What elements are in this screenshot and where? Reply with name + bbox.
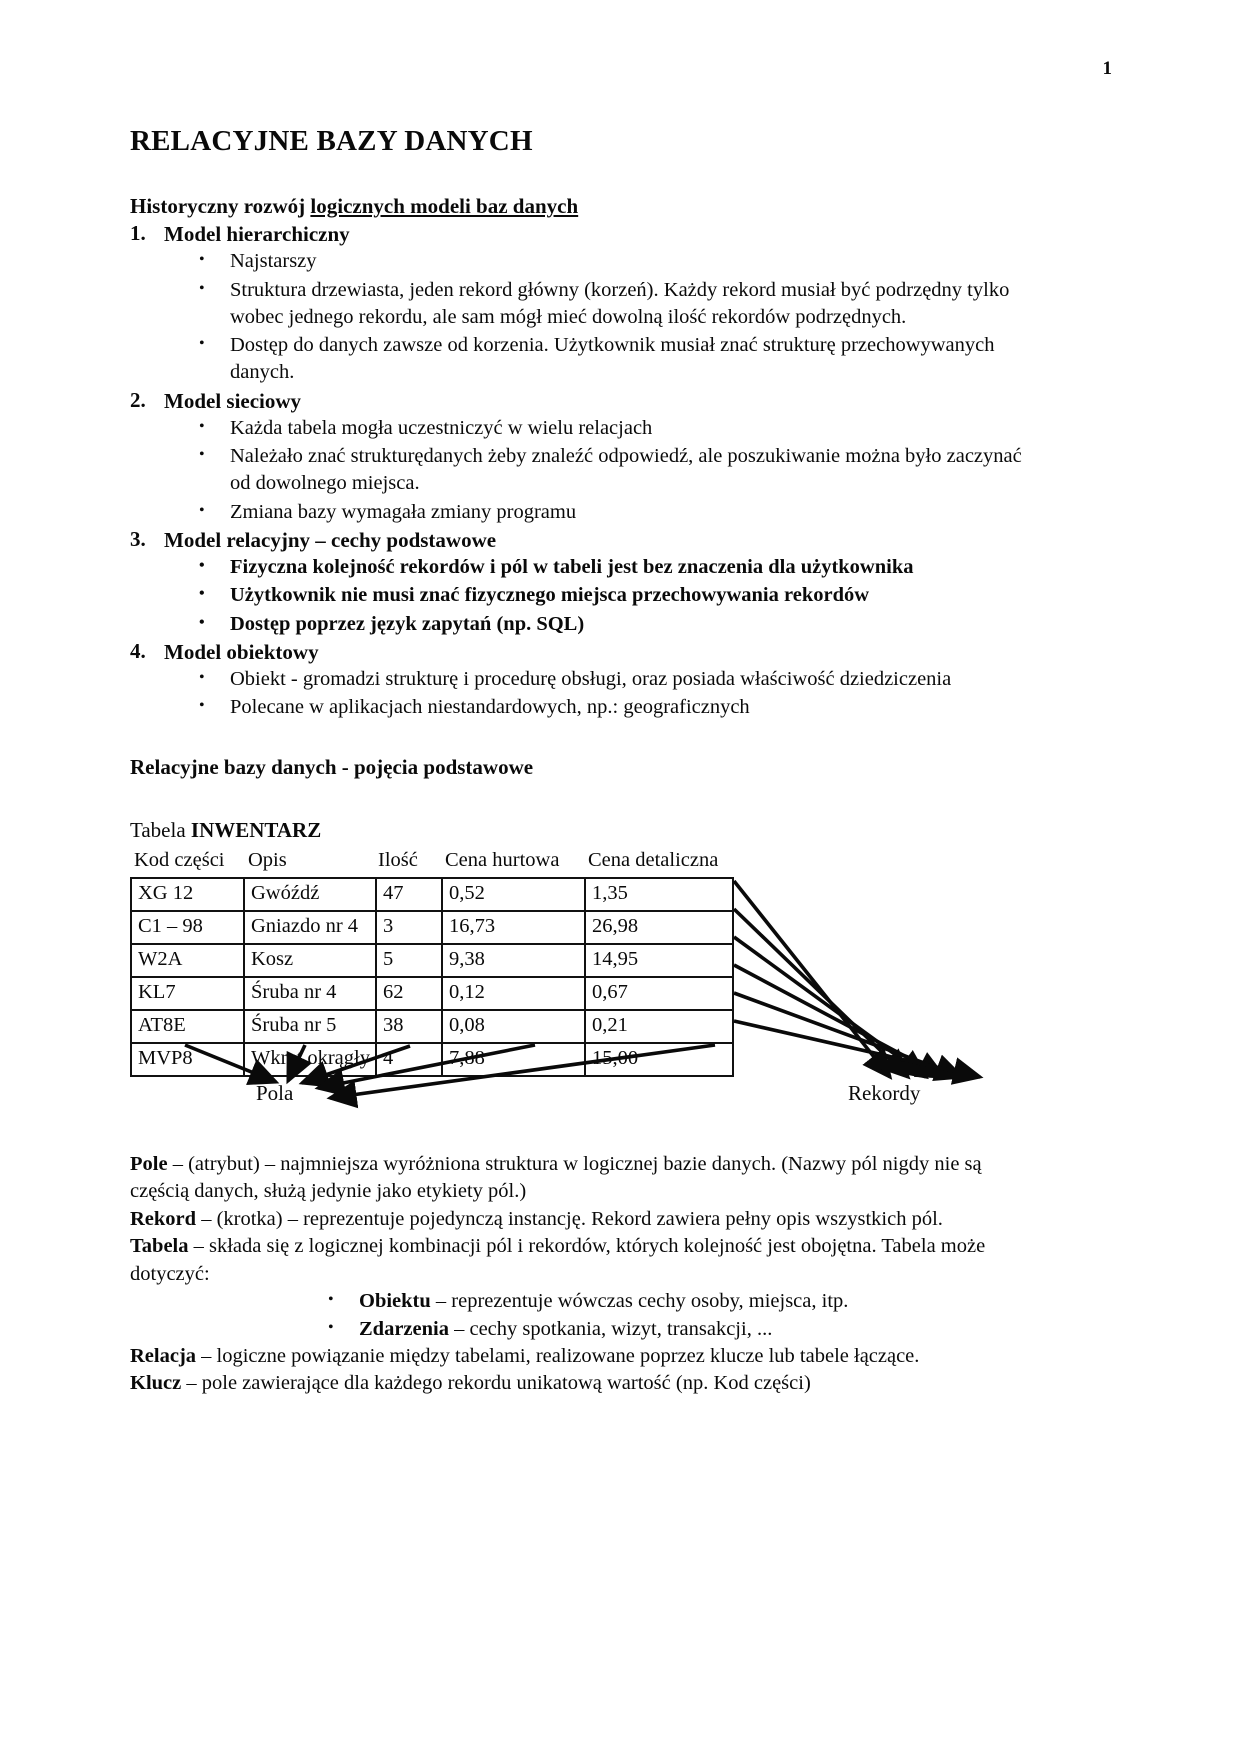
bullet-item bbox=[196, 554, 1030, 581]
records-label: Rekordy bbox=[848, 1080, 921, 1105]
bullet-text: Dostęp do danych zawsze od korzenia. Użytkownik musiał znać strukturę przechowywanych danych. bbox=[230, 334, 995, 384]
sub-bullet-term: Obiektu bbox=[359, 1290, 431, 1313]
history-heading bbox=[130, 194, 1030, 219]
bullet-icon: • bbox=[199, 501, 205, 519]
bullet-text: Zmiana bazy wymagała zmiany programu bbox=[230, 500, 577, 523]
definition-term: Rekord bbox=[130, 1207, 197, 1230]
history-heading-prefix: Historyczny rozwój bbox=[130, 194, 311, 218]
table-diagram bbox=[130, 849, 1030, 1129]
bullet-item bbox=[196, 443, 1030, 498]
table-column-headers bbox=[130, 849, 1030, 877]
table-cell: 5 bbox=[376, 944, 442, 977]
table-row bbox=[131, 878, 733, 911]
model-number: 4. bbox=[130, 638, 146, 663]
bullet-icon: • bbox=[199, 585, 205, 603]
table-cell: 9,38 bbox=[442, 944, 585, 977]
bullet-text: Każda tabela mogła uczestniczyć w wielu relacjach bbox=[230, 416, 653, 439]
bullet-icon: • bbox=[328, 1291, 334, 1309]
model-title: Model sieciowy bbox=[164, 388, 302, 413]
table-cell: MVP8 bbox=[131, 1043, 244, 1076]
definition-text: – (atrybut) – najmniejsza wyróżniona struktura w logicznej bazie danych. (Nazwy pól nigdy nie są częścią danych, służą jedynie jako etykiety pól.) bbox=[130, 1152, 982, 1203]
column-header: Kod części bbox=[134, 848, 225, 871]
table-row bbox=[131, 977, 733, 1010]
table-cell: Gwóźdź bbox=[244, 878, 376, 911]
table-cell: C1 – 98 bbox=[131, 911, 244, 944]
table-cell: 1,35 bbox=[585, 878, 733, 911]
column-header: Cena detaliczna bbox=[588, 848, 719, 871]
table-cell: Śruba nr 4 bbox=[244, 977, 376, 1010]
bullet-text: Dostęp poprzez język zapytań (np. SQL) bbox=[230, 612, 585, 635]
table-cell: KL7 bbox=[131, 977, 244, 1010]
sub-bullet-term: Zdarzenia bbox=[359, 1317, 449, 1340]
sub-bullet-text: – reprezentuje wówczas cechy osoby, miejsca, itp. bbox=[430, 1290, 849, 1313]
bullet-item bbox=[196, 694, 1030, 721]
bullet-icon: • bbox=[199, 613, 205, 631]
table-cell: 0,12 bbox=[442, 977, 585, 1010]
table-name: INWENTARZ bbox=[190, 817, 322, 842]
model-bullets bbox=[164, 415, 1030, 526]
table-cell: 16,73 bbox=[442, 911, 585, 944]
bullet-icon: • bbox=[199, 335, 205, 353]
table-row bbox=[131, 1010, 733, 1043]
table-cell: AT8E bbox=[131, 1010, 244, 1043]
bullet-icon: • bbox=[199, 446, 205, 464]
bullet-icon: • bbox=[199, 697, 205, 715]
bullet-text: Użytkownik nie musi znać fizycznego miejsca przechowywania rekordów bbox=[230, 584, 870, 607]
definition-term: Pole bbox=[130, 1152, 168, 1175]
bullet-item bbox=[196, 415, 1030, 442]
fields-label: Pola bbox=[256, 1080, 294, 1105]
column-header: Opis bbox=[248, 848, 287, 871]
page-title: RELACYJNE BAZY DANYCH bbox=[130, 125, 533, 157]
bullet-item bbox=[196, 248, 1030, 275]
definition-klucz bbox=[130, 1370, 1030, 1397]
table-cell: Gniazdo nr 4 bbox=[244, 911, 376, 944]
table-cell: 14,95 bbox=[585, 944, 733, 977]
model-bullets bbox=[164, 248, 1030, 386]
definition-tabela bbox=[130, 1233, 1030, 1288]
bullet-item bbox=[325, 1288, 1030, 1315]
definition-text: – logiczne powiązanie między tabelami, realizowane poprzez klucze lub tabele łączące. bbox=[196, 1344, 920, 1367]
table-cell: Kosz bbox=[244, 944, 376, 977]
bullet-icon: • bbox=[199, 557, 205, 575]
model-title: Model relacyjny – cechy podstawowe bbox=[164, 527, 497, 552]
column-header: Ilość bbox=[378, 848, 418, 871]
bullet-text: Najstarszy bbox=[230, 250, 317, 273]
model-title: Model obiektowy bbox=[164, 639, 319, 664]
definition-text: – składa się z logicznej kombinacji pól i rekordów, których kolejność jest obojętna. Tabela może dotyczyć: bbox=[130, 1235, 986, 1285]
table-cell: 15,00 bbox=[585, 1043, 733, 1076]
definition-term: Relacja bbox=[130, 1344, 197, 1367]
bullet-icon: • bbox=[328, 1318, 334, 1336]
page-content bbox=[130, 125, 1030, 1398]
table-cell: 0,67 bbox=[585, 977, 733, 1010]
table-caption bbox=[130, 818, 1030, 843]
bullet-icon: • bbox=[199, 279, 205, 297]
bullet-item bbox=[196, 582, 1030, 609]
definition-term: Klucz bbox=[130, 1372, 182, 1395]
table-cell: 0,21 bbox=[585, 1010, 733, 1043]
bullet-icon: • bbox=[199, 251, 205, 269]
table-cell: XG 12 bbox=[131, 878, 244, 911]
table-row bbox=[131, 1043, 733, 1076]
table-cell: 7,88 bbox=[442, 1043, 585, 1076]
table-cell: W2A bbox=[131, 944, 244, 977]
table-cell: Śruba nr 5 bbox=[244, 1010, 376, 1043]
basics-heading: Relacyjne bazy danych - pojęcia podstawowe bbox=[130, 754, 534, 779]
bullet-item bbox=[325, 1316, 1030, 1343]
record-arrows bbox=[734, 881, 980, 1077]
model-item-3 bbox=[130, 527, 1030, 638]
table-cell: 0,52 bbox=[442, 878, 585, 911]
bullet-item bbox=[196, 499, 1030, 526]
sub-bullet-text: – cechy spotkania, wizyt, transakcji, ... bbox=[448, 1317, 773, 1340]
model-item-1 bbox=[130, 221, 1030, 387]
bullet-text: Obiekt - gromadzi strukturę i procedurę obsługi, oraz posiada właściwość dziedziczenia bbox=[230, 668, 952, 691]
page-number: 1 bbox=[1102, 58, 1112, 79]
table-cell: 62 bbox=[376, 977, 442, 1010]
table-cell: 47 bbox=[376, 878, 442, 911]
bullet-text: Polecane w aplikacjach niestandardowych, np.: geograficznych bbox=[230, 696, 750, 719]
bullet-item bbox=[196, 611, 1030, 638]
definition-text: – pole zawierające dla każdego rekordu unikatową wartość (np. Kod części) bbox=[181, 1372, 811, 1395]
model-item-4 bbox=[130, 639, 1030, 722]
model-number: 3. bbox=[130, 526, 146, 551]
definition-text: – (krotka) – reprezentuje pojedynczą instancję. Rekord zawiera pełny opis wszystkich pól. bbox=[196, 1207, 943, 1230]
table-cell: 4 bbox=[376, 1043, 442, 1076]
definition-rekord bbox=[130, 1206, 1030, 1233]
table-cell: 3 bbox=[376, 911, 442, 944]
definition-relacja bbox=[130, 1343, 1030, 1370]
bullet-item bbox=[196, 332, 1030, 387]
column-header: Cena hurtowa bbox=[445, 848, 560, 871]
tabela-sub-bullets bbox=[130, 1288, 1030, 1343]
model-number: 1. bbox=[130, 221, 146, 245]
inventory-table bbox=[130, 877, 734, 1077]
table-cell: 0,08 bbox=[442, 1010, 585, 1043]
table-cell: 38 bbox=[376, 1010, 442, 1043]
model-bullets bbox=[164, 554, 1030, 638]
table-caption-prefix: Tabela bbox=[130, 817, 191, 842]
bullet-text: Fizyczna kolejność rekordów i pól w tabeli jest bez znaczenia dla użytkownika bbox=[230, 556, 914, 579]
bullet-icon: • bbox=[199, 669, 205, 687]
model-item-2 bbox=[130, 388, 1030, 526]
bullet-item bbox=[196, 666, 1030, 693]
bullet-icon: • bbox=[199, 417, 205, 435]
history-heading-underlined: logicznych modeli baz danych bbox=[310, 194, 579, 218]
model-title: Model hierarchiczny bbox=[164, 222, 350, 246]
models-list bbox=[130, 221, 1030, 722]
table-row bbox=[131, 911, 733, 944]
bullet-item bbox=[196, 277, 1030, 332]
definition-term: Tabela bbox=[130, 1235, 189, 1258]
bullet-text: Struktura drzewiasta, jeden rekord główny (korzeń). Każdy rekord musiał być podrzędny tylko wobec jednego rekordu, ale sam mógł mieć dowolną ilość rekordów podrzędnych. bbox=[230, 278, 1010, 328]
bullet-text: Należało znać strukturędanych żeby znaleźć odpowiedź, ale poszukiwanie można było zaczynać od dowolnego miejsca. bbox=[230, 445, 1022, 495]
table-row bbox=[131, 944, 733, 977]
table-cell: Wkręt okrągły bbox=[244, 1043, 376, 1076]
table-cell: 26,98 bbox=[585, 911, 733, 944]
definition-pole bbox=[130, 1151, 1030, 1206]
model-bullets bbox=[164, 666, 1030, 722]
definitions-section bbox=[130, 1151, 1030, 1398]
model-number: 2. bbox=[130, 387, 146, 412]
